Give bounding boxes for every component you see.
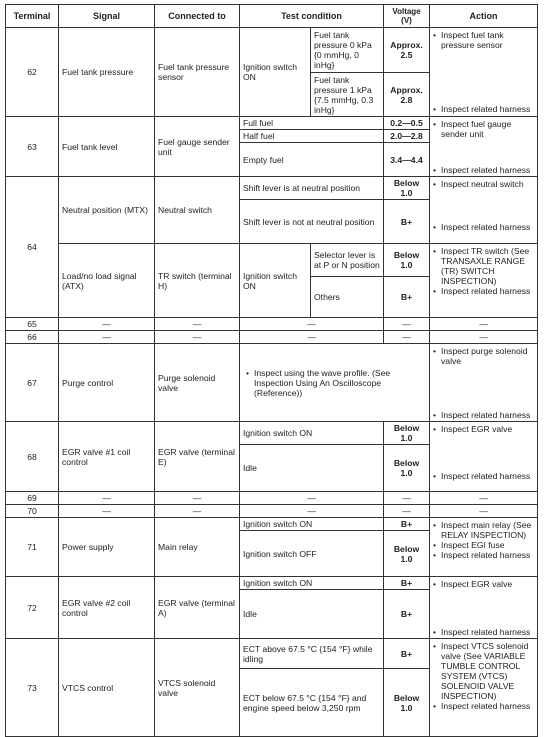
header-test-condition: Test condition: [240, 5, 384, 28]
subcondition-cell: Fuel tank pressure 1 kPa {7.5 mmHg, 0.3 inHg}: [311, 73, 384, 117]
action-item: Inspect EGR valve: [441, 424, 513, 434]
subcondition-cell: Others: [311, 277, 384, 318]
action-cell: • Inspect neutral switch • Inspect related harness: [430, 177, 538, 244]
empty-cell: —: [384, 318, 430, 331]
empty-cell: —: [59, 318, 155, 331]
empty-cell: —: [155, 492, 240, 505]
table-row: [6, 639, 538, 669]
action-cell: • Inspect TR switch (See TRANSAXLE RANGE (TR) SWITCH INSPECTION) • Inspect related harness: [430, 244, 538, 318]
condition-cell: ECT above 67.5 °C {154 °F} while idling: [240, 639, 384, 669]
action-item: Inspect VTCS solenoid valve (See VARIABLE TUMBLE CONTROL SYSTEM (VTCS) SOLENOID VALVE INSPECTION): [441, 641, 529, 701]
condition-cell: Ignition switch ON: [240, 28, 311, 117]
table-row: [6, 331, 538, 344]
connected-cell: Fuel gauge sender unit: [155, 117, 240, 177]
empty-cell: —: [59, 505, 155, 518]
empty-cell: —: [59, 492, 155, 505]
condition-cell: Shift lever is at neutral position: [240, 177, 384, 200]
signal-cell: EGR valve #2 coil control: [59, 577, 155, 639]
connected-cell: Main relay: [155, 518, 240, 577]
empty-cell: —: [384, 331, 430, 344]
voltage-cell: 2.0—2.8: [384, 130, 430, 143]
empty-cell: —: [430, 492, 538, 505]
voltage-cell: Below 1.0: [384, 445, 430, 492]
connected-cell: TR switch (terminal H): [155, 244, 240, 318]
terminal-cell: 68: [6, 422, 59, 492]
voltage-cell: Approx. 2.8: [384, 73, 430, 117]
terminal-cell: 72: [6, 577, 59, 639]
header-signal: Signal: [59, 5, 155, 28]
voltage-cell: B+: [384, 590, 430, 639]
signal-cell: Fuel tank level: [59, 117, 155, 177]
header-row: [6, 5, 538, 28]
action-item: Inspect related harness: [441, 286, 531, 296]
empty-cell: —: [240, 492, 384, 505]
terminal-cell: 67: [6, 344, 59, 422]
header-voltage: Voltage (V): [384, 5, 430, 28]
action-item: Inspect EGI fuse: [441, 540, 505, 550]
table-row: [6, 318, 538, 331]
empty-cell: —: [240, 505, 384, 518]
condition-cell: Ignition switch ON: [240, 244, 311, 318]
table-row: [6, 344, 538, 422]
action-cell: • Inspect fuel gauge sender unit • Inspect related harness: [430, 117, 538, 177]
terminal-cell: 64: [6, 177, 59, 318]
action-cell: • Inspect VTCS solenoid valve (See VARIABLE TUMBLE CONTROL SYSTEM (VTCS) SOLENOID VALVE INSPECTION) • Inspect related harness: [430, 639, 538, 737]
connected-cell: EGR valve (terminal E): [155, 422, 240, 492]
condition-cell: Empty fuel: [240, 143, 384, 177]
condition-cell: Full fuel: [240, 117, 384, 130]
action-item: Inspect purge solenoid valve: [441, 346, 528, 366]
condition-cell: Ignition switch ON: [240, 422, 384, 445]
terminal-cell: 73: [6, 639, 59, 737]
voltage-cell: B+: [384, 277, 430, 318]
table-row: [6, 117, 538, 130]
action-item: Inspect fuel gauge sender unit: [441, 119, 512, 139]
condition-cell: Ignition switch ON: [240, 518, 384, 531]
empty-cell: —: [155, 318, 240, 331]
action-item: Inspect related harness: [441, 222, 531, 232]
action-item: Inspect related harness: [441, 165, 531, 175]
header-terminal: Terminal: [6, 5, 59, 28]
header-action: Action: [430, 5, 538, 28]
voltage-cell: Below 1.0: [384, 422, 430, 445]
voltage-cell: Below 1.0: [384, 531, 430, 577]
connected-cell: EGR valve (terminal A): [155, 577, 240, 639]
table-row: [6, 505, 538, 518]
terminal-cell: 71: [6, 518, 59, 577]
action-cell: • Inspect EGR valve • Inspect related harness: [430, 577, 538, 639]
condition-cell: Shift lever is not at neutral position: [240, 200, 384, 244]
table-row: [6, 28, 538, 73]
terminal-cell: 62: [6, 28, 59, 117]
condition-cell: Idle: [240, 445, 384, 492]
action-item: Inspect related harness: [441, 550, 531, 560]
action-item: Inspect TR switch (See TRANSAXLE RANGE (TR) SWITCH INSPECTION): [441, 246, 530, 286]
subcondition-cell: Fuel tank pressure 0 kPa {0 mmHg, 0 inHg}: [311, 28, 384, 73]
connected-cell: Purge solenoid valve: [155, 344, 240, 422]
condition-cell: ECT below 67.5 °C {154 °F} and engine speed below 3,250 rpm: [240, 669, 384, 737]
empty-cell: —: [240, 318, 384, 331]
terminal-table: [5, 4, 538, 737]
voltage-cell: Approx. 2.5: [384, 28, 430, 73]
action-item: Inspect EGR valve: [441, 579, 513, 589]
empty-cell: —: [430, 331, 538, 344]
empty-cell: —: [59, 331, 155, 344]
action-item: Inspect related harness: [441, 104, 531, 114]
subcondition-cell: Selector lever is at P or N position: [311, 244, 384, 277]
empty-cell: —: [240, 331, 384, 344]
action-item: Inspect main relay (See RELAY INSPECTION): [441, 520, 532, 540]
header-connected-to: Connected to: [155, 5, 240, 28]
action-item: Inspect related harness: [441, 410, 531, 420]
condition-cell: Idle: [240, 590, 384, 639]
action-cell: • Inspect main relay (See RELAY INSPECTION) • Inspect EGI fuse • Inspect related harness: [430, 518, 538, 577]
terminal-cell: 70: [6, 505, 59, 518]
voltage-cell: 3.4—4.4: [384, 143, 430, 177]
condition-cell: Ignition switch ON: [240, 577, 384, 590]
table-row: [6, 244, 538, 277]
action-cell: • Inspect purge solenoid valve • Inspect related harness: [430, 344, 538, 422]
signal-cell: Neutral position (MTX): [59, 177, 155, 244]
terminal-cell: 69: [6, 492, 59, 505]
signal-cell: Power supply: [59, 518, 155, 577]
signal-cell: VTCS control: [59, 639, 155, 737]
condition-note: Inspect using the wave profile. (See Inspection Using An Oscilloscope (Reference)): [254, 367, 391, 398]
signal-cell: Load/no load signal (ATX): [59, 244, 155, 318]
table-row: [6, 577, 538, 590]
table-row: [6, 422, 538, 445]
action-cell: • Inspect EGR valve • Inspect related harness: [430, 422, 538, 492]
action-item: Inspect related harness: [441, 471, 531, 481]
voltage-cell: B+: [384, 200, 430, 244]
condition-cell: Ignition switch OFF: [240, 531, 384, 577]
terminal-cell: 65: [6, 318, 59, 331]
empty-cell: —: [384, 492, 430, 505]
action-item: Inspect neutral switch: [441, 179, 524, 189]
terminal-cell: 63: [6, 117, 59, 177]
connected-cell: Fuel tank pressure sensor: [155, 28, 240, 117]
empty-cell: —: [155, 331, 240, 344]
empty-cell: —: [155, 505, 240, 518]
voltage-cell: B+: [384, 518, 430, 531]
signal-cell: Fuel tank pressure: [59, 28, 155, 117]
empty-cell: —: [430, 505, 538, 518]
action-item: Inspect fuel tank pressure sensor: [441, 30, 504, 50]
condition-cell: • Inspect using the wave profile. (See Inspection Using An Oscilloscope (Reference)): [240, 344, 430, 422]
connected-cell: Neutral switch: [155, 177, 240, 244]
signal-cell: Purge control: [59, 344, 155, 422]
terminal-cell: 66: [6, 331, 59, 344]
voltage-cell: B+: [384, 577, 430, 590]
action-item: Inspect related harness: [441, 701, 531, 711]
voltage-cell: B+: [384, 639, 430, 669]
voltage-cell: Below 1.0: [384, 177, 430, 200]
signal-cell: EGR valve #1 coil control: [59, 422, 155, 492]
connected-cell: VTCS solenoid valve: [155, 639, 240, 737]
empty-cell: —: [430, 318, 538, 331]
table-row: [6, 518, 538, 531]
voltage-cell: 0.2—0.5: [384, 117, 430, 130]
empty-cell: —: [384, 505, 430, 518]
voltage-cell: Below 1.0: [384, 669, 430, 737]
action-cell: • Inspect fuel tank pressure sensor • Inspect related harness: [430, 28, 538, 117]
table-row: [6, 492, 538, 505]
action-item: Inspect related harness: [441, 627, 531, 637]
voltage-cell: Below 1.0: [384, 244, 430, 277]
table-row: [6, 177, 538, 200]
condition-cell: Half fuel: [240, 130, 384, 143]
